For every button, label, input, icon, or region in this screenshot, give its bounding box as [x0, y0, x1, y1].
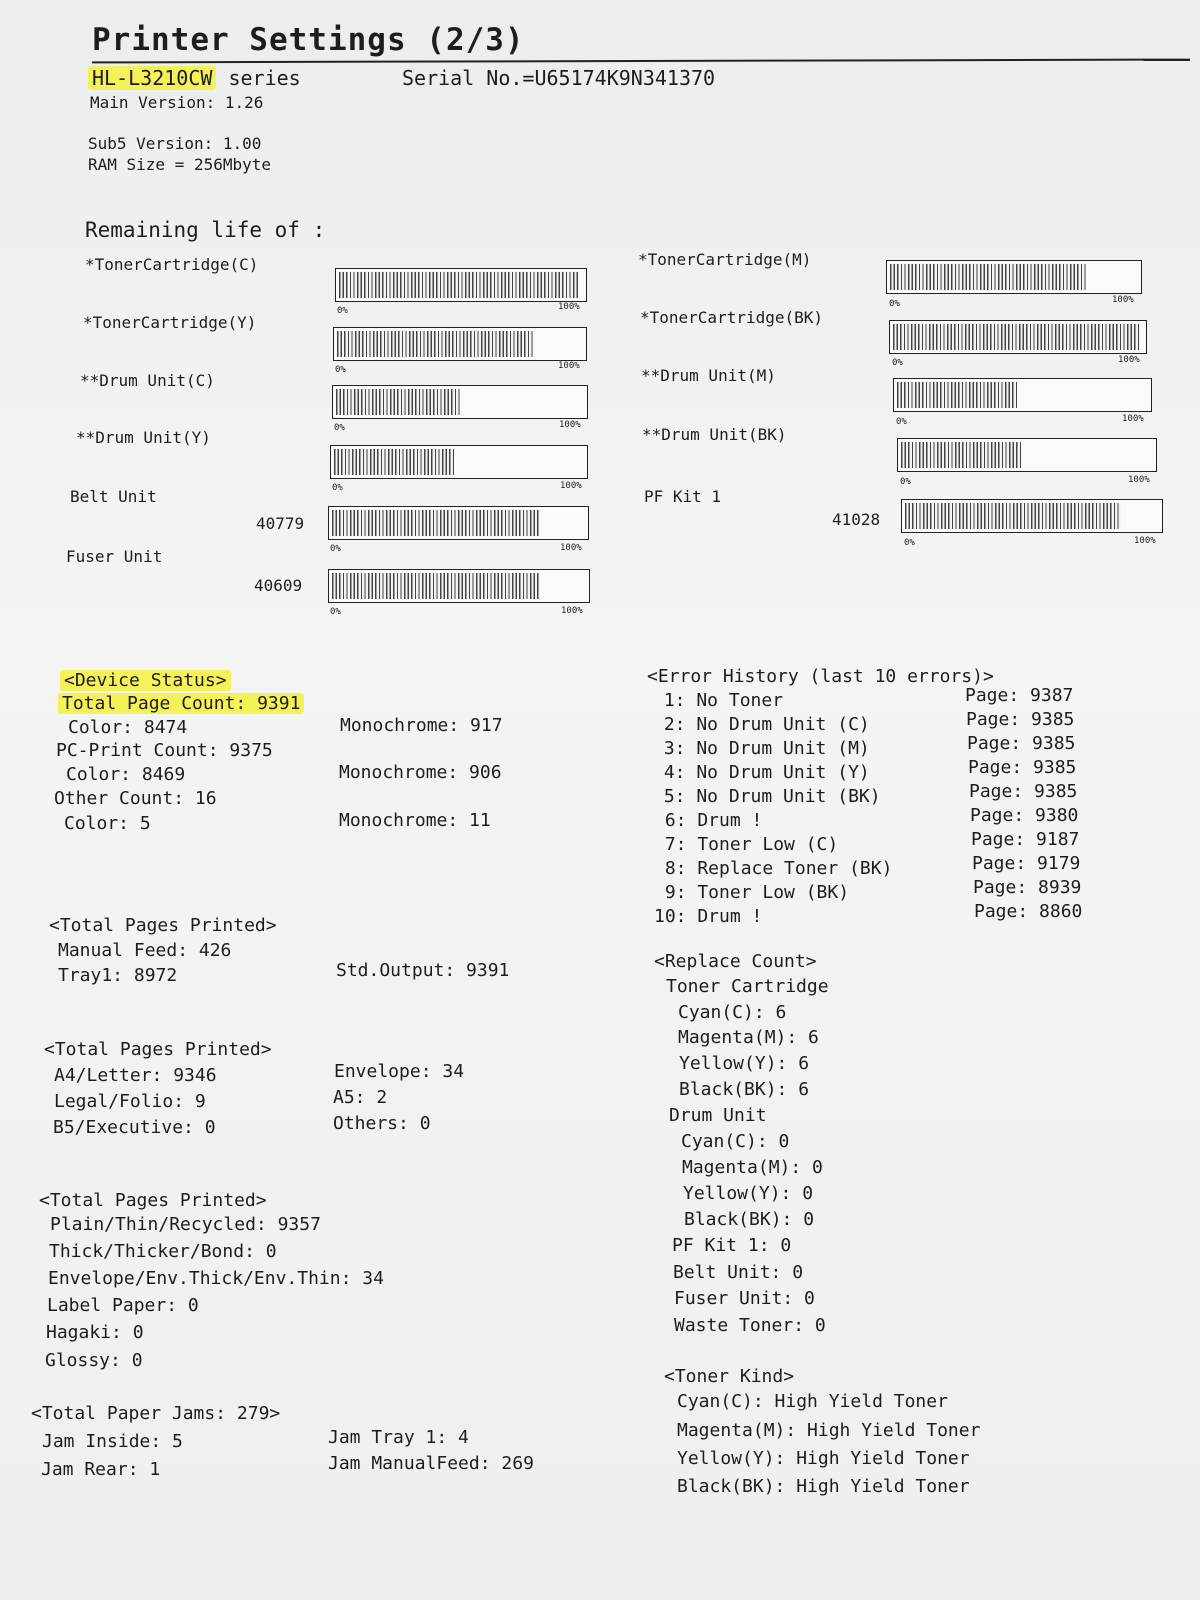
- replace-drum-item: Magenta(M): 0: [682, 1157, 823, 1178]
- media-line: Thick/Thicker/Bond: 0: [49, 1241, 277, 1262]
- error-page: Page: 9387: [965, 685, 1074, 706]
- replace-other-item: Waste Toner: 0: [674, 1315, 826, 1336]
- life-bar-fill: [332, 573, 540, 599]
- main-version: Main Version: 1.26: [90, 93, 264, 112]
- life-label: *TonerCartridge(Y): [83, 313, 257, 332]
- replace-other-item: Belt Unit: 0: [673, 1262, 804, 1283]
- life-label: Fuser Unit: [66, 547, 163, 566]
- toner-kind-item: Cyan(C): High Yield Toner: [677, 1391, 948, 1412]
- jam-manualfeed-count: Jam ManualFeed: 269: [328, 1453, 534, 1474]
- replace-toner-item: Cyan(C): 6: [678, 1002, 787, 1023]
- other-color-count: Color: 5: [64, 813, 151, 834]
- error-page: Page: 8939: [973, 877, 1082, 898]
- life-bar: [333, 327, 587, 361]
- life-bar: [893, 378, 1152, 412]
- life-bar: [332, 385, 588, 419]
- replace-drum-item: Cyan(C): 0: [681, 1131, 790, 1152]
- life-bar: [330, 445, 588, 479]
- device-status-heading: <Device Status>: [60, 670, 231, 691]
- media-line: Label Paper: 0: [47, 1295, 199, 1316]
- life-label: *TonerCartridge(BK): [640, 308, 824, 327]
- media-line: Envelope/Env.Thick/Env.Thin: 34: [48, 1268, 384, 1289]
- scale-min: 0%: [904, 538, 915, 548]
- scale-max: 100%: [1112, 295, 1134, 305]
- scale-min: 0%: [330, 544, 341, 554]
- error-page: Page: 9385: [966, 709, 1075, 730]
- pages-printed-feed-heading: <Total Pages Printed>: [49, 915, 277, 936]
- toner-kind-item: Black(BK): High Yield Toner: [677, 1476, 970, 1497]
- error-page: Page: 9385: [968, 757, 1077, 778]
- manual-feed-count: Manual Feed: 426: [58, 940, 232, 961]
- life-bar: [889, 320, 1147, 354]
- life-bar-fill: [890, 264, 1086, 290]
- error-entry: 8: Replace Toner (BK): [654, 858, 893, 879]
- scale-max: 100%: [558, 361, 580, 371]
- paper-jams-heading: <Total Paper Jams: 279>: [31, 1403, 281, 1424]
- life-bar-fill: [336, 389, 460, 415]
- other-monochrome-count: Monochrome: 11: [339, 810, 491, 831]
- error-page: Page: 9380: [970, 805, 1079, 826]
- life-label: **Drum Unit(Y): [76, 428, 211, 447]
- scale-min: 0%: [330, 607, 341, 617]
- replace-drum-heading: Drum Unit: [669, 1105, 767, 1126]
- error-entry: 10: Drum !: [654, 906, 763, 927]
- life-bar-fill: [337, 331, 534, 357]
- model-series: series: [228, 66, 301, 90]
- pc-print-count: PC-Print Count: 9375: [56, 740, 273, 761]
- replace-toner-item: Black(BK): 6: [679, 1079, 810, 1100]
- replace-count-heading: <Replace Count>: [654, 951, 817, 972]
- toner-kind-heading: <Toner Kind>: [664, 1366, 795, 1387]
- scale-min: 0%: [332, 483, 343, 493]
- scale-max: 100%: [560, 481, 582, 491]
- remaining-life-heading: Remaining life of :: [85, 218, 326, 242]
- scale-max: 100%: [561, 606, 583, 616]
- ram-size: RAM Size = 256Mbyte: [88, 155, 272, 174]
- life-label: **Drum Unit(BK): [642, 425, 787, 444]
- life-label: **Drum Unit(C): [80, 371, 215, 390]
- error-page: Page: 9179: [972, 853, 1081, 874]
- scale-min: 0%: [337, 306, 348, 316]
- replace-toner-heading: Toner Cartridge: [666, 976, 829, 997]
- serial-number: Serial No.=U65174K9N341370: [402, 66, 716, 90]
- life-label: Belt Unit: [70, 487, 157, 506]
- scale-max: 100%: [559, 420, 581, 430]
- tray1-count: Tray1: 8972: [58, 965, 178, 986]
- error-entry: 7: Toner Low (C): [654, 834, 839, 855]
- error-page: Page: 8860: [974, 901, 1083, 922]
- error-page: Page: 9187: [971, 829, 1080, 850]
- scale-max: 100%: [1128, 475, 1150, 485]
- life-count: 40609: [254, 576, 303, 595]
- life-count: 41028: [832, 510, 881, 529]
- pages-printed-size-heading: <Total Pages Printed>: [44, 1039, 272, 1060]
- toner-kind-item: Magenta(M): High Yield Toner: [677, 1420, 981, 1441]
- life-bar-fill: [339, 272, 578, 298]
- monochrome-count: Monochrome: 917: [340, 715, 503, 736]
- color-count: Color: 8474: [68, 717, 188, 738]
- scale-max: 100%: [560, 543, 582, 553]
- life-label: *TonerCartridge(C): [85, 255, 259, 274]
- error-page: Page: 9385: [967, 733, 1076, 754]
- error-page: Page: 9385: [969, 781, 1078, 802]
- scale-min: 0%: [892, 358, 903, 368]
- life-bar: [897, 438, 1157, 472]
- life-label: *TonerCartridge(M): [638, 250, 812, 269]
- scale-max: 100%: [1122, 414, 1144, 424]
- scale-min: 0%: [889, 299, 900, 309]
- life-bar: [886, 260, 1142, 294]
- error-entry: 9: Toner Low (BK): [654, 882, 850, 903]
- replace-other-item: PF Kit 1: 0: [672, 1235, 792, 1256]
- jam-tray1-count: Jam Tray 1: 4: [328, 1427, 469, 1448]
- error-entry: 2: No Drum Unit (C): [653, 714, 870, 735]
- life-bar: [328, 506, 589, 540]
- replace-toner-item: Magenta(M): 6: [678, 1027, 819, 1048]
- life-bar-fill: [905, 503, 1121, 529]
- legal-folio-count: Legal/Folio: 9: [54, 1091, 206, 1112]
- page-title: Printer Settings (2/3): [92, 22, 525, 58]
- scale-max: 100%: [1118, 355, 1140, 365]
- model-name: HL-L3210CW: [88, 66, 216, 90]
- replace-drum-item: Black(BK): 0: [684, 1209, 815, 1230]
- a4-letter-count: A4/Letter: 9346: [54, 1065, 217, 1086]
- jam-rear-count: Jam Rear: 1: [41, 1459, 161, 1480]
- a5-count: A5: 2: [333, 1087, 388, 1108]
- scale-min: 0%: [896, 417, 907, 427]
- sub5-version: Sub5 Version: 1.00: [88, 134, 262, 153]
- scale-min: 0%: [900, 477, 911, 487]
- total-page-count: Total Page Count: 9391: [58, 693, 304, 714]
- media-line: Hagaki: 0: [46, 1322, 144, 1343]
- life-count: 40779: [256, 514, 305, 533]
- replace-other-item: Fuser Unit: 0: [674, 1288, 815, 1309]
- error-entry: 4: No Drum Unit (Y): [653, 762, 870, 783]
- error-history-heading: <Error History (last 10 errors)>: [647, 666, 994, 687]
- life-bar-fill: [334, 449, 454, 475]
- scale-min: 0%: [334, 423, 345, 433]
- life-bar-fill: [893, 324, 1141, 350]
- replace-drum-item: Yellow(Y): 0: [683, 1183, 814, 1204]
- error-entry: 5: No Drum Unit (BK): [653, 786, 881, 807]
- media-line: Plain/Thin/Recycled: 9357: [50, 1214, 321, 1235]
- replace-toner-item: Yellow(Y): 6: [679, 1053, 810, 1074]
- life-bar: [335, 268, 587, 302]
- toner-kind-item: Yellow(Y): High Yield Toner: [677, 1448, 970, 1469]
- pc-monochrome-count: Monochrome: 906: [339, 762, 502, 783]
- pc-color-count: Color: 8469: [66, 764, 186, 785]
- std-output-count: Std.Output: 9391: [336, 960, 510, 981]
- model-line: [88, 66, 301, 90]
- media-line: Glossy: 0: [45, 1350, 143, 1371]
- envelope-count: Envelope: 34: [334, 1061, 465, 1082]
- scale-max: 100%: [558, 302, 580, 312]
- error-entry: 6: Drum !: [654, 810, 763, 831]
- scale-max: 100%: [1134, 536, 1156, 546]
- life-label: **Drum Unit(M): [641, 366, 776, 385]
- life-bar-fill: [901, 442, 1022, 468]
- other-count: Other Count: 16: [54, 788, 217, 809]
- b5-executive-count: B5/Executive: 0: [53, 1117, 216, 1138]
- jam-inside-count: Jam Inside: 5: [42, 1431, 183, 1452]
- title-rule: [92, 59, 1190, 64]
- life-bar-fill: [332, 510, 539, 536]
- error-entry: 3: No Drum Unit (M): [653, 738, 870, 759]
- life-bar-fill: [897, 382, 1017, 408]
- error-entry: 1: No Toner: [653, 690, 784, 711]
- life-bar: [901, 499, 1163, 533]
- life-bar: [328, 569, 590, 603]
- pages-printed-media-heading: <Total Pages Printed>: [39, 1190, 267, 1211]
- others-count: Others: 0: [333, 1113, 431, 1134]
- life-label: PF Kit 1: [644, 487, 722, 506]
- scale-min: 0%: [335, 365, 346, 375]
